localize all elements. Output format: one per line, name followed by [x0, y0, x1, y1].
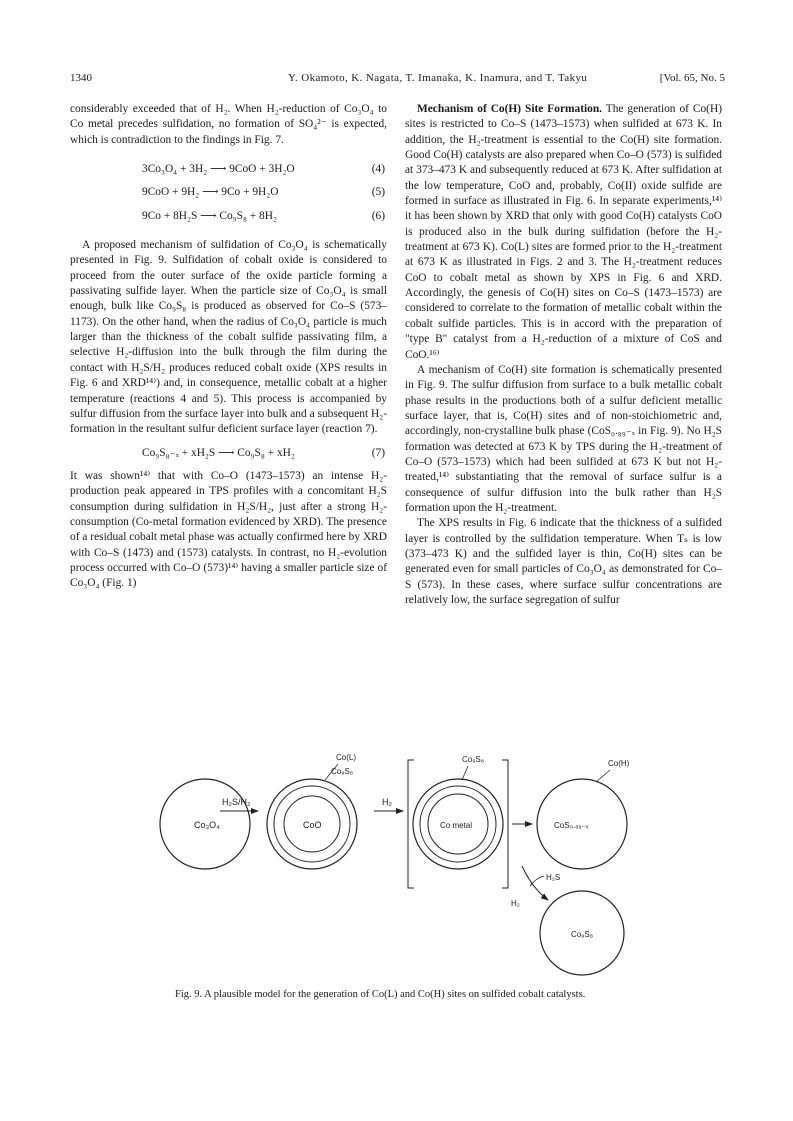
branch-h2s-release — [530, 876, 544, 886]
equation-4 — [70, 162, 387, 177]
label-h2-branch: H₂ — [511, 899, 520, 908]
equation-text: 9CoO + 9H₂ ⟶ 9Co + 9H₂O — [142, 186, 279, 199]
label-h2: H₂ — [382, 797, 392, 807]
paragraph: It was shown¹⁴⁾ that with Co–O (1473–1573) an intense H₂-production peak appeared in TPS profiles with a concomitant H₂S consumption during sulfidation in H₂S/H₂, just after a strong H₂-consumption (Co-metal formation evidenced by XRD). The presence of a residual cobalt metal phase was actually confirmed here by XRD with Co–S (1473) and (1573) catalysts. In contrast, no H₂-evolution process occurred with Co–O (573)¹⁴⁾ having a smaller particle size of Co₃O₄ (Fig. 1) — [70, 469, 387, 590]
author-line: Y. Okamoto, K. Nagata, T. Imanaka, K. Inamura, and T. Takyu — [288, 72, 588, 84]
equation-number: (7) — [371, 446, 385, 459]
equation-5 — [70, 185, 387, 200]
paragraph-text: The generation of Co(H) sites is restricted to Co–S (1473–1573) when sulfided at 673 K. In addition, the H₂-treatment is essential to the Co(H) site formation. Good Co(H) catalysts are also prepared when Co–O (573) is sulfided at 373–473 K and subsequently reduced at 673 K. After sulfidation at the low temperature, CoO and, probably, Co(II) oxide sulfide are formed in surface as illustrated in Fig. 6. In separate experiments,¹⁴⁾ it has been shown by XRD that only with good Co(H) catalysts CoO is produced also in the bulk during sulfidation (before the H₂-treatment at 673 K). Co(L) sites are formed prior to the H₂-treatment at 673 K as illustrated in Figs. 2 and 3. The H₂-treatment reduces CoO to cobalt metal as shown by XPS in Fig. 6 and XRD. Accordingly, the genesis of Co(H) sites on Co–S (1473–1573) are considered to correlate to the formation of metallic cobalt within the cobalt sulfide particles. This is in accord with the preparation of "type B" catalyst from a H₂-reduction of a mixture of CoS and CoO.¹⁶⁾ — [405, 103, 722, 361]
equation-text: 9Co + 8H₂S ⟶ Co₉S₈ + 8H₂ — [142, 209, 277, 222]
equation-text: 3Co₃O₄ + 3H₂ ⟶ 9CoO + 3H₂O — [142, 163, 295, 176]
page-number: 1340 — [70, 72, 92, 84]
label-h2s-h2: H₂S/H₂ — [222, 797, 251, 807]
paragraph: The XPS results in Fig. 6 indicate that the thickness of a sulfided layer is controlled by the sulfidation temperature. When Tₛ is low (373–473 K) and the sulfided layer is thin, Co(H) sites can be generated even for small particles of Co₃O₄ as demonstrated for Co–S (573). In these cases, where surface sulfur concentrations are relatively low, the surface segregation of sulfur — [405, 517, 722, 606]
label-co3o4: Co₃O₄ — [194, 820, 220, 830]
pointer-coh — [596, 770, 610, 782]
label-co9s8-shell: Co₉S₈ — [331, 767, 354, 776]
running-header — [70, 72, 725, 88]
section-heading: Mechanism of Co(H) Site Formation. — [417, 103, 603, 115]
equation-6 — [70, 209, 387, 224]
label-h2s-branch: H₂S — [546, 873, 561, 882]
figure-caption: Fig. 9. A plausible model for the generation of Co(L) and Co(H) sites on sulfided cobalt catalysts. — [175, 989, 586, 1000]
pointer-co9s8 — [462, 766, 468, 780]
diagram-svg — [150, 738, 670, 978]
label-cometal: Co metal — [440, 821, 473, 830]
label-coo: CoO — [303, 820, 322, 830]
right-column — [405, 102, 722, 608]
paragraph: A mechanism of Co(H) site formation is schematically presented in Fig. 9. The sulfur diffusion from surface to a bulk metallic cobalt phase results in the productions both of a sulfur deficient metallic surface layer, that is, Co(H) sites and of non-stoichiometric and, accordingly, non-crystalline bulk phase (CoS₀.₈₉₋ₓ in Fig. 9). No H₂S formation was detected at 673 K by TPS during the H₂-treatment of Co–O (573–1573) which had been sulfided at 673 K but not H₂-treated,¹⁴⁾ substantiating that the removal of surface sulfur is a consequence of sulfur diffusion into the bulk rather than H₂S formation upon the H₂-treatment. — [405, 363, 722, 514]
equation-number: (5) — [371, 186, 385, 199]
figure-9-diagram — [150, 738, 670, 978]
label-col: Co(L) — [336, 753, 357, 762]
volume-info: [Vol. 65, No. 5 — [659, 72, 725, 84]
label-coh: Co(H) — [608, 759, 630, 768]
label-cos: CoS₀.₈₉₋ₓ — [554, 821, 589, 830]
equation-text: Co₉S₈₋ₓ + xH₂S ⟶ Co₉S₈ + xH₂ — [142, 446, 295, 459]
equation-number: (4) — [371, 163, 385, 176]
branch-arrow — [522, 866, 548, 900]
equation-number: (6) — [371, 209, 385, 222]
paragraph — [405, 102, 722, 363]
paragraph: A proposed mechanism of sulfidation of Co₃O₄ is schematically presented in Fig. 9. Sulfidation of cobalt oxide is considered to proceed from the outer surface of the oxide particle forming a passivating sulfide layer. When the particle size of Co₃O₄ is small enough, bulk like Co₉S₈ is produced as observed for Co–S (573–1173). On the other hand, when the radius of Co₃O₄ particle is much larger than the thickness of the cobalt sulfide passivating film, a selective H₂-diffusion into the bulk through the film during the contact with H₂S/H₂ produces reduced cobalt oxide (XPS results in Fig. 6 and XRD¹⁴⁾) and, in consequence, metallic cobalt at a higher temperature (reactions 4 and 5). This process is accompanied by sulfur diffusion from the surface layer into bulk and a subsequent H₂-formation in the resultant sulfur deficient surface layer (reaction 7). — [70, 239, 387, 436]
left-column — [70, 102, 387, 592]
label-co9s8-top: Co₉S₈ — [462, 755, 485, 764]
equation-7 — [70, 446, 387, 461]
label-co9s8-final: Co₉S₈ — [571, 930, 594, 939]
paragraph: considerably exceeded that of H₂. When H₂-reduction of Co₃O₄ to Co metal precedes sulfidation, no formation of SO₄²⁻ is expected, which is contradiction to the findings in Fig. 7. — [70, 103, 387, 146]
